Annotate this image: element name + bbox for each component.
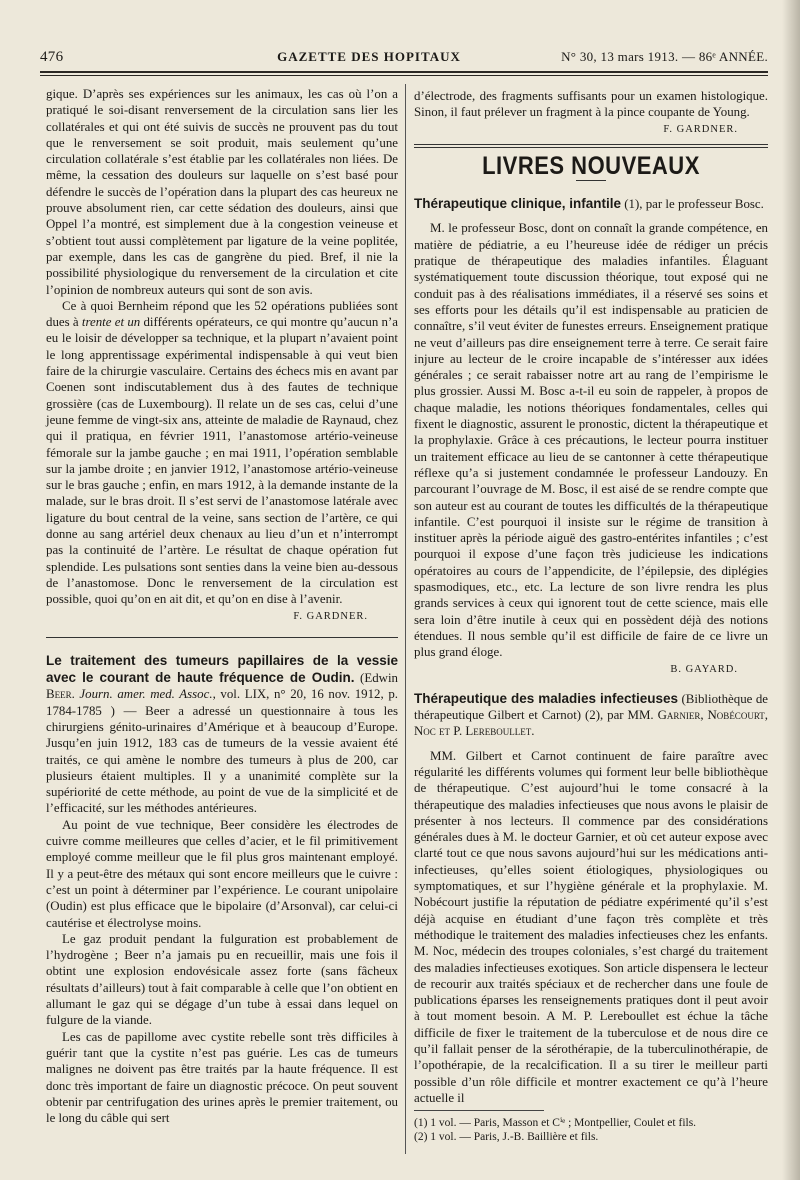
footnote: (2) 1 vol. — Paris, J.-B. Baillière et fils. [414,1131,599,1144]
paragraph: MM. Gilbert et Carnot continuent de faire paraître avec régularité les différents volumes qui forment leur belle bibliothèque de thérapeutique. C’est aujourd’hui le tome consacré à la thérapeutique des maladies infectieuses que nous avons le plaisir de présenter à nos lecteurs. Il commence par des considérations générales dues à M. le docteur Garnier, et où cet auteur expose avec clarté tout ce que nous savons aujourd’hui sur les médications anti-infectieuses, qu’elles soient étiologiques, physiologiques ou symptomatiques, et sur l’hygiène générale et la prophylaxie. M. Nobécourt justifie la réputation de pédiatre expérimenté qu’il s’est déjà acquise en étudiant d’une façon très complète et très méthodique le traitement des maladies infectieuses chez les enfants. M. Noc, médecin des troupes coloniales, s’est chargé du traitement des maladies infectieuses exotiques. Son article dispensera le lecteur de recourir aux traités spéciaux et de rechercher dans une foule de publications éparses les renseignements pratiques dont il peut avoir à tout moment besoin. A M. P. Lereboullet est échue la tâche difficile de fixer le traitement de la tuberculose et de nous dire ce qu’il fallait penser de la sérothérapie, de la tuberculinothérapie, de l’opothérapie, de la recalcification. Il a su tirer le meilleur parti possible d’un rôle difficile et montrer exactement ce qu’à l’heure actuelle il [414,748,768,1105]
paragraph: Les cas de papillome avec cystite rebelle sont très difficiles à guérir tant que la cystite n’est pas guérie. Les cas de tumeurs malignes ne doivent pas être traités par la haute fréquence. Il est donc très important de faire un diagnostic précoce. On peut souvent obtenir par centrifugation des urines après le premier traitement, ou le long du câble qui sert [46,1029,398,1126]
signature: F. GARDNER. [663,123,738,135]
book-heading [414,195,768,212]
article-title: Le traitement des tumeurs papillaires de la vessie avec le courant de haute fréquence de Oudin. [46,652,398,686]
title-rule [576,180,606,181]
author-names: Garnier, Nobécourt, Noc et P. Lereboullet. [414,708,768,739]
page-number: 476 [40,49,64,65]
book-heading [414,690,768,740]
paragraph: gique. D’après ses expériences sur les animaux, les cas où l’on a pratiqué le soi-disant renversement de la circulation sans lier les collatérales et qui ont été suivis de succès ne prouvent pas du tout que le renversement se soit produit, mais seulement qu’une circulation collatérale s’est établie par les collatérales non liées. De même, la cessation des douleurs sur laquelle on s’est basé pour défendre le succès de l’opération dans la plupart des cas heureux ne prouve absolument rien, car cette sédation des douleurs, ainsi que Oppel l’a montré, est simplement due à la congestion veineuse et s’obtient tout aussi complètement par ligature de la veine poplitée, par exemple, dans les cas de gangrène du pied. Bref, il nie la possibilité physiologique du renversement de la circulation et cite l’opinion de nombreux auteurs qui sont de son avis. [46,87,398,297]
article-separator [46,637,398,638]
page-header [40,49,768,69]
book-title: Thérapeutique clinique, infantile [414,196,622,212]
paragraph: Le gaz produit pendant la fulguration est probablement de l’hydrogène ; Beer n’a jamais pu en recueillir, mais une fois il obtint une explosion endovésicale assez forte (sans fâcheux résultats d’ailleurs) tout à fait comparable à celle que l’on obtient en allumant le gaz qui se dégage d’un tube à essai dans lequel on fulgure de la viande. [46,931,398,1028]
paragraph [46,298,398,608]
text-run: , vol. LIX, n° 20, 16 nov. 1912, p. 1784-1785 ) — Beer a adressé un questionnaire à tous les chirurgiens génito-urinaires d’Amérique et à beaucoup d’Europe. Jusqu’en juin 1912, 183 cas de tumeurs de la vessie avaient été traités, ce qui amène le nombre des tumeurs à plus de 200, car plusieurs étaient multiples. Il y a unanimité complète sur la supériorité de cette méthode, au point de vue de la simplicité et de l’efficacité, sur les méthodes antérieures. [46,687,398,816]
paragraph: M. le professeur Bosc, dont on connaît la grande compétence, en matière de pédiatrie, a eu l’heureuse idée de rédiger un précis pratique de thérapeutique des maladies infantiles. Élaguant systématiquement toute discussion théorique, tout exposé qui ne conduit pas à des réalisations immédiates, il a réservé ses soins et ses efforts pour les détails qu’il est indispensable au praticien de connaître, s’il veut éviter de funestes erreurs. Enseignement pratique ne veut d’ailleurs pas dire enseignement terre à terre. Ce serait faire injure au lecteur de le croire incapable de s’intéresser aux idées générales ; ce serait rabaisser notre art au rang de l’empirisme le plus grossier. Aussi M. Bosc a-t-il eu soin de rappeler, à propos de chaque maladie, les notions théoriques fondamentales, celles qui fixent le diagnostic, assurent le pronostic, dictent la thérapeutique et la prophylaxie. Grâce à ces précautions, le lecteur pourra instituer un traitement efficace au lieu de se cantonner à cette thérapeutique réflexe qu’a si justement condamnée le professeur Landouzy. En parcourant l’ouvrage de M. Bosc, il est aisé de se rendre compte que son auteur est au courant de toutes les difficultés de la thérapeutique infantile. C’est pourquoi il insiste sur le régime de transition à instituer après la période aiguë des gastro-entérites infantiles ; c’est pourquoi il expose d’une façon très judicieuse les indications opératoires au cours de l’appendicite, de l’épilepsie, des diplégies spasmodiques, etc., etc. La lecture de son livre rendra les plus grands services à ceux qui ignorent tout de cette science, mais elle sera loin d’être inutile à ceux qui en possèdent déjà des notions étendues. Il nous semble qu’il est difficile de faire de ce livre un plus grand éloge. [414,221,768,660]
column-divider [405,84,406,1154]
header-rule-thin [40,75,768,76]
paragraph: d’électrode, des fragments suffisants pour un examen histologique. Sinon, il faut prélever un fragment à la pince coupante de Young. [414,89,768,120]
header-rule [40,71,768,73]
text-run: (1), [621,197,646,212]
article-paragraph [46,652,398,817]
text-run: Ce à quoi Bernheim répond que les 52 opérations publiées sont dues à [46,298,398,330]
journal-name: Journ. amer. med. Assoc. [74,687,213,702]
text-run: différents opérateurs, ce qui montre qu’aucun n’a eu le loisir de développer sa technique, et la plupart n’avaient point le long apprentissage expérimental indispensable à qui veut bien faire de la chirurgie vasculaire. Certains des échecs mis en avant par Coenen sont indiscutablement dus à des fautes de technique grossière (cas de Luxembourg). Il relate un de ses cas, celui d’une jeune femme de vingt-six ans, atteinte de maladie de Raynaud, chez qui il pratiqua, en février 1911, l’anastomose artério-veineuse fémorale sur la jambe gauche ; en mai 1911, l’opération semblable sur la jambe droite ; en janvier 1912, l’anastomose artério-veineuse sur le bras gauche ; enfin, en mars 1912, à la demande instante de la malade, sur le bras droit. Il s’est servi de l’anastomose latérale avec ligature du bout central de la veine, sans section de l’artère, ce qui donne au sang artériel deux chenaux au lieu d’un et n’interrompt pas la continuité de l’artère. Le résultat de chaque opération fut splendide. Les pulsations sont senties dans la veine bien au-dessous de l’anastomose. Donc le renversement de la circulation est possible, quoi qu’on en ait dit, et qu’on en dise à l’avenir. [46,315,398,607]
issue-info: N° 30, 13 mars 1913. — 86ᵉ ANNÉE. [561,49,768,64]
left-column [46,86,398,1126]
signature: F. GARDNER. [293,610,368,622]
section-title: LIVRES NOUVEAUX [482,150,700,180]
right-column [414,88,768,1144]
footnote-rule [414,1110,544,1111]
signature: B. GAYARD. [670,663,738,675]
book-title: Thérapeutique des maladies infectieuses [414,690,679,706]
text-run: par le professeur Bosc. [645,197,764,212]
section-rule [414,144,768,148]
page-edge-shadow [782,0,800,1180]
text-run: (Edwin [354,671,398,686]
footnote: (1) 1 vol. — Paris, Masson et Cⁱᵉ ; Montpellier, Coulet et fils. [414,1117,697,1130]
paragraph: Au point de vue technique, Beer considère les électrodes de cuivre comme meilleures que celles d’acier, et le fil primitivement employé comme meilleur que le fil plus gros maintenant employé. Il y a peut-être des métaux qui sont encore meilleurs que le cuivre : c’est un point à déterminer par l’expérience. Le courant unipolaire (Oudin) est plus efficace que le bipolaire (d’Arsonval), car celui-ci cautérise et électrolyse moins. [46,817,398,930]
journal-title: GAZETTE DES HOPITAUX [277,49,461,64]
author-name: Beer. [46,687,75,702]
text-run: (Bibliothèque de thérapeutique Gilbert et Carnot) (2), par MM. [414,691,769,723]
italic-run: trente et un [81,315,141,330]
